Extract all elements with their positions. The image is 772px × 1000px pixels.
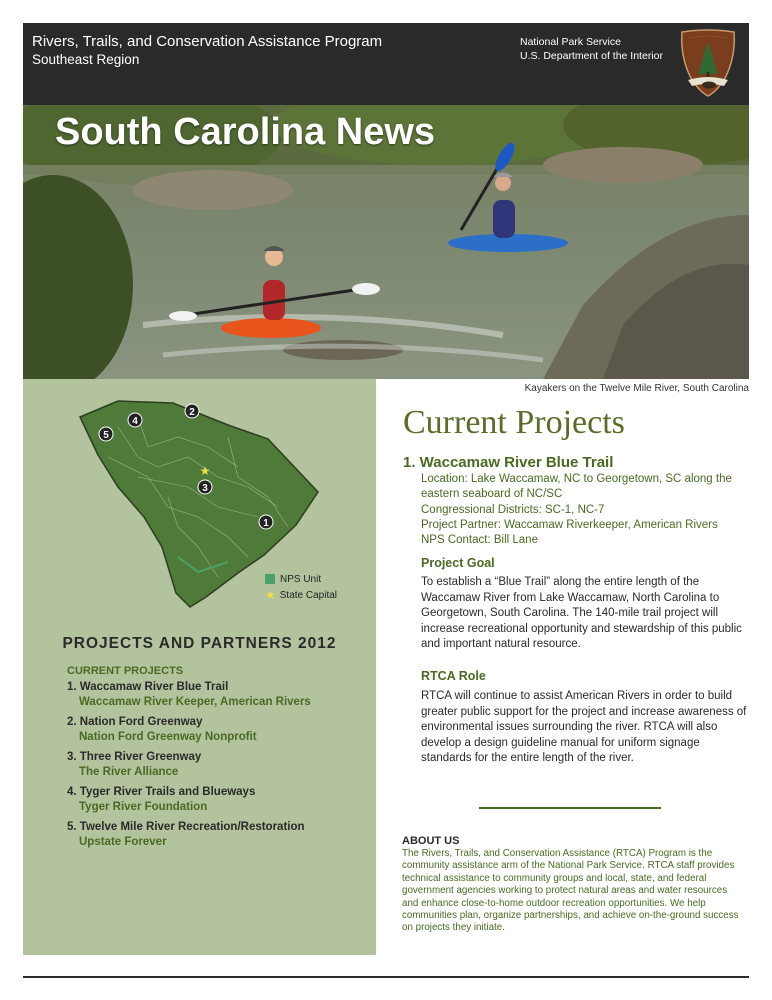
current-projects-heading: Current Projects [403,404,625,441]
rtca-role-text: RTCA will continue to assist American Rivers in order to build greater public support for the project and increase awareness of environmental issues surrounding the river. RTCA will also develop a design guideline manual for uniform signage standards for the entire length of the river. [421,690,747,764]
svg-text:3: 3 [202,483,208,494]
project-name: 2. Nation Ford Greenway [67,716,203,728]
map-marker-1 [259,515,273,529]
detail-line: NPS Contact: Bill Lane [421,534,538,547]
project-goal-text: To establish a “Blue Trail” along the entire length of the Waccamaw River from Lake Waccamaw, North Carolina to Georgetown, South Carolina. The 140-mile trail project will increase recreational opportunity and stewardship of this public and important natural resource. [421,576,742,650]
agency-name: National Park Service [520,36,621,48]
projects-list-heading: CURRENT PROJECTS [67,665,184,677]
map-marker-2 [185,404,199,418]
about-us-text: The Rivers, Trails, and Conservation Assistance (RTCA) Program is the community assistance arm of the National Park Service. RTCA staff provides technical assistance to community groups and local, state, and federal government agencies working to protect natural areas and water resources and enhance close-to-home outdoor recreation opportunities. We help communities plan, organize partnerships, and achieve on-the-ground success on projects they initiate. [402,848,739,934]
project-name: 4. Tyger River Trails and Blueways [67,786,256,798]
agency-block [520,35,663,63]
map-marker-5 [99,427,113,441]
list-item [67,820,367,850]
detail-line: Project Partner: Waccamaw Riverkeeper, American Rivers [421,518,718,531]
projects-partners-title: PROJECTS AND PARTNERS 2012 [62,635,337,652]
project-partner: Nation Ford Greenway Nonprofit [79,731,257,743]
photo-caption: Kayakers on the Twelve Mile River, South Carolina [524,383,749,394]
legend-state-capital: ★ State Capital [265,588,338,602]
list-item [67,680,367,710]
section-divider [479,807,661,809]
map-marker-4 [128,413,142,427]
project-title: 1. Waccamaw River Blue Trail [403,454,614,471]
project-partner: The River Alliance [79,766,179,778]
program-name: Rivers, Trails, and Conservation Assistance Program [32,33,383,50]
project-name: 3. Three River Greenway [67,751,202,763]
header-bar [23,23,749,105]
rtca-role-heading: RTCA Role [421,669,486,683]
newsletter-title: South Carolina News [55,111,436,153]
detail-line: Location: Lake Waccamaw, NC to Georgetown, SC along the [421,473,732,485]
list-item [67,785,367,815]
svg-text:5: 5 [103,430,109,441]
project-partner: Upstate Forever [79,836,167,848]
projects-sidebar [23,379,376,955]
svg-text:1: 1 [263,518,269,529]
star-icon: ★ [265,588,276,602]
region-name: Southeast Region [32,52,140,67]
project-name: 5. Twelve Mile River Recreation/Restoration [67,821,305,833]
footer-rule [23,976,749,978]
nps-arrowhead-icon [678,28,738,98]
project-details [421,472,751,548]
list-item [67,750,367,780]
list-item [67,715,367,745]
about-us-heading: ABOUT US [402,835,460,847]
hero-photo [23,105,749,379]
project-name: 1. Waccamaw River Blue Trail [67,681,229,693]
legend-nps-unit: NPS Unit [265,571,337,587]
project-partner: Tyger River Foundation [79,801,208,813]
nps-unit-swatch-icon [265,574,275,584]
department-name: U.S. Department of the Interior [520,50,663,62]
svg-text:2: 2 [189,407,195,418]
project-partner: Waccamaw River Keeper, American Rivers [79,696,311,708]
detail-line: Congressional Districts: SC-1, NC-7 [421,503,605,516]
map-legend [265,571,337,603]
map-marker-3 [198,480,212,494]
svg-text:4: 4 [132,416,138,427]
program-block [32,32,382,69]
detail-line: eastern seaboard of NC/SC [421,488,563,501]
project-goal-heading: Project Goal [421,556,495,570]
capital-star-icon: ★ [199,464,211,478]
projects-list [67,665,367,855]
